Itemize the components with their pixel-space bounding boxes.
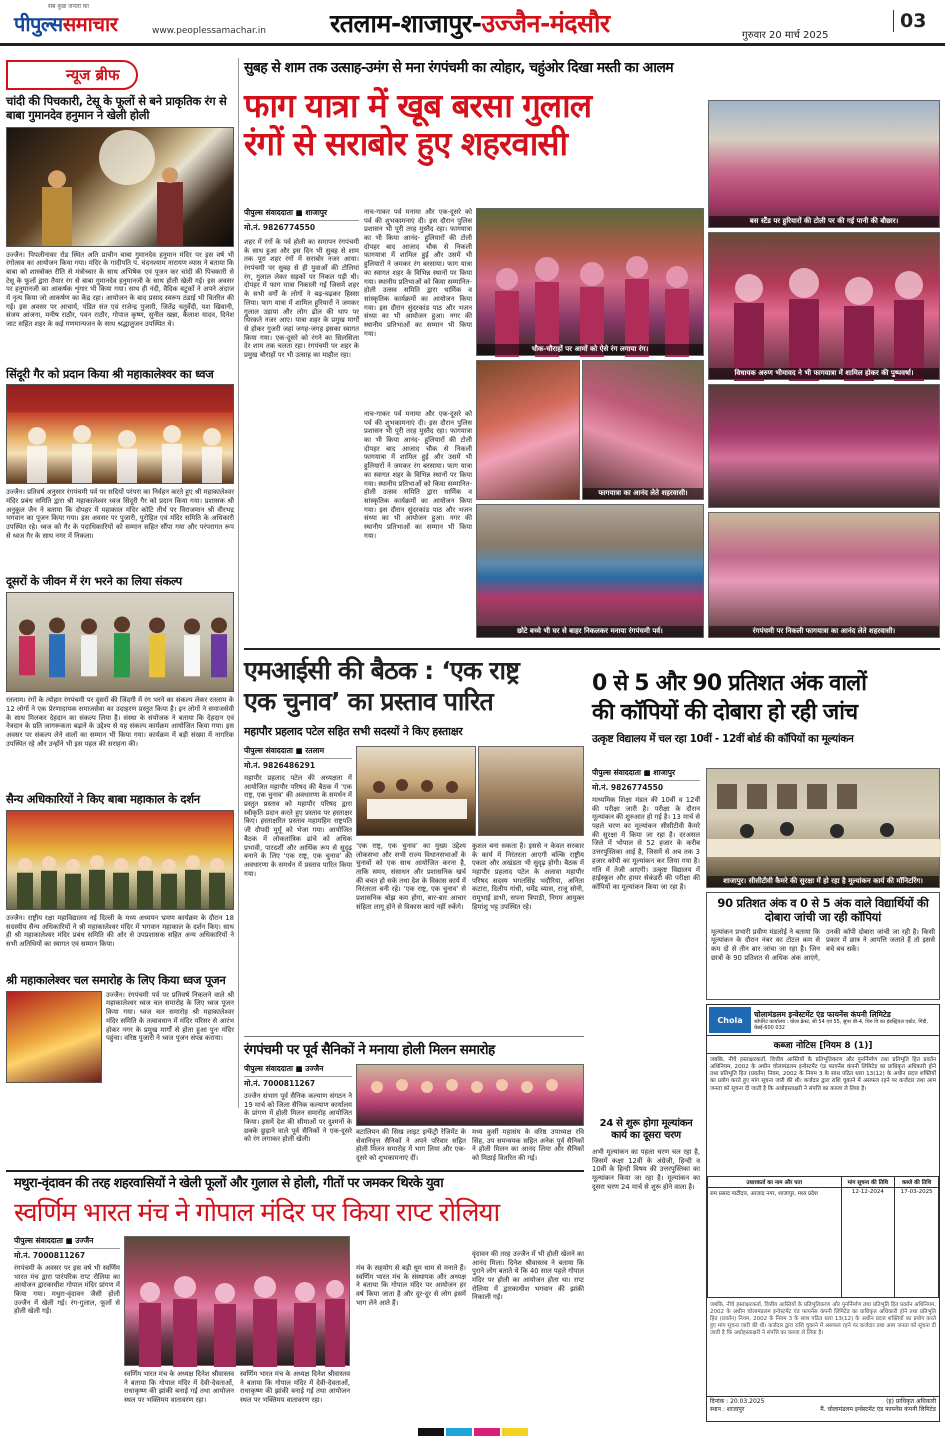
exam-title-line-2[interactable]: की कॉपियों की दोबारा हो रही जांच xyxy=(592,699,858,725)
brand-name-a: पीपुल्स xyxy=(14,12,63,36)
lead-title-line-2[interactable]: रंगों से सराबोर हुए शहरवासी xyxy=(244,123,568,163)
issue-date: गुरुवार 20 मार्च 2025 xyxy=(742,30,829,41)
lead-col-2b: नाच-गाकर पर्व मनाया और एक-दूसरे को पर्व की शुभकामनाएं दी। इस दौरान पुलिस प्रशासन भी पूरी तरह मुस्तैद रहा। फागयात्रा का भी किया आनंद- हुलियारों की टोली दोपहर बाद आजाद चौक से निकली फागयात्रा में शामिल हुई और उसमें भी हुलियारों ने जमकर रंग बरसाया। फाग यात्रा का स्वागत शहर के विभिन्न स्थानों पर किया गया। स्थानीय प्रतिभाओं को किया सम्मानित- होली उत्सव समिति द्वारा धार्मिक व सांस्कृतिक कार्यक्रमों का आयोजन किया गया। इस दौरान सुंदरकांड पाठ और भजन संध्या का भी आयोजन हुआ। नगर की स्थानीय प्रतिभाओं का सम्मान भी किया गया। xyxy=(364,410,472,540)
raptt-col-4: वृंदावन की तरह उज्जैन में भी होली खेलने का आनंद मिला। दिनेश श्रीवास्तव ने बताया कि पुराने लोग बताते थे कि 40 साल पहले गोपाल मंदिर पर होली का आयोजन होता था। राप्ट रोलिया में द्वारकाधीश भगवान की झांकी निकाली गई। xyxy=(472,1250,584,1302)
notice-footer-left xyxy=(710,1397,764,1413)
brief-3-body: रतलाम। रंगों के त्योहार रंगपंचमी पर दूसरों की जिंदगी में रंग भरने का संकल्प लेकर रतलाम के 12 लोगों ने एक प्रेरणादायक समाजसेवा का उदाहरण प्रस्तुत किया है। इन लोगों ने समाजसेवी के साथ मिलकर देहदान का संकल्प लिया है। संस्था के संयोजक ने बताया कि देहदान एवं नेत्रदान के प्रति जागरूकता बढ़ाने के उद्देश्य से यह संकल्प कार्यक्रम आयोजित किया गया। इस अवसर पर संकल्प लेने वालों का सम्मान भी किया गया। कार्यक्रम में बड़ी संख्या में नागरिक उपस्थित रहे और उन्होंने भी इस पहल की सराहना की। xyxy=(6,696,234,748)
brief-3-photo xyxy=(6,592,234,692)
column-divider xyxy=(238,58,239,1108)
mic-col-2: ‘एक राष्ट्र, एक चुनाव’ का मुख्य उद्देश्य लोकसभा और सभी राज्य विधानसभाओं के चुनावों को एक साथ आयोजित करना है, ताकि समय, संसाधन और प्रशासनिक खर्च की बचत हो सके तथा देश के विकास कार्य में निरंतरता बनी रहे। ‘एक राष्ट्र, एक चुनाव’ से प्रशासनिक बोझ कम होगा, बार-बार आचार संहिता लागू होने से विकास कार्य नहीं रुकेंगे। xyxy=(356,842,466,911)
exam-title-line-1[interactable]: 0 से 5 और 90 प्रतिशत अंक वालों xyxy=(592,671,867,696)
notice-body-2: जबकि, नीचे हस्ताक्षरकर्ता, वित्तीय आस्तियों के प्रतिभूतिकरण और पुनर्निर्माण तथा प्रतिभूति हित प्रवर्तन अधिनियम, 2002 के अधीन चोलामंडलम इन्वेस्टमेंट एंड फायनेंस कंपनी लिमिटेड का प्राधिकृत अधिकारी होने तथा प्रतिभूति हित (प्रवर्तन) नियम, 2002 के नियम 3 के साथ पठित धारा 13(12) के अधीन प्रदत्त शक्तियों का प्रयोग करते हुए मांग सूचना जारी की थी। कर्जदार द्वारा राशि चुकाने में असफल रहने पर कर्जदार तथा आम जनता को सूचना दी जाती है कि अधोहस्ताक्षरी ने संपत्ति का कब्जा ले लिया है। xyxy=(710,1302,936,1337)
brief-2-photo xyxy=(6,384,234,484)
sainik-phone: मो.नं. 7000811267 xyxy=(244,1079,316,1088)
lead-photo-mla xyxy=(708,232,940,380)
edition-title xyxy=(330,6,610,40)
exam-col-2: अभी मूल्यांकन का पहला चरण चल रहा है, जिसमें कक्षा 12वीं के अंग्रेजी, हिन्दी व 10वीं के हिन्दी विषय की उत्तरपुस्तिका का मूल्यांकन किया जा रहा है। मूल्यांकन का दूसरा चरण 24 मार्च से शुरू होने वाला है। xyxy=(592,1148,700,1191)
sainik-byline-block xyxy=(244,1064,352,1092)
mic-col-1: महापौर प्रहलाद पटेल की अध्यक्षता में आयोजित महापौर परिषद की बैठक में ‘एक राष्ट्र, एक चुनाव’ की अवधारणा के समर्थन में प्रस्तुत प्रस्ताव को महापौर परिषद द्वारा स्वीकृति प्रदान करते हुए प्रस्ताव पर हस्ताक्षर किए। हस्ताक्षरित प्रस्ताव महामहिम राष्ट्रपति जी दौपदी मुर्मू को भेजा गया। आयोजित बैठक में लोकतांत्रिक ढांचे को अधिक प्रभावी, पारदर्शी और आर्थिक रूप से सुदृढ़ बनाने के लिए ‘एक राष्ट्र, एक चुनाव’ की अवधारणा के समर्थन में प्रस्ताव पारित किया गया। xyxy=(244,774,352,878)
notice-th-demand-date: मांग सूचना की तिथि xyxy=(841,1177,895,1188)
raptt-col-3: मंच के सहयोग से बड़ी धूम धाम से मनाते हैं। स्वर्णिम भारत मंच के संस्थापक और अध्यक्ष ने बताया कि गोपाल मंदिर पर आयोजन हर वर्ष किया जाता है और दूर-दूर से लोग इसमें भाग लेने आते हैं। xyxy=(356,1264,466,1307)
brand-tagline: सब कुछ जनता का xyxy=(48,3,89,10)
lead-photo-fagyatra-c xyxy=(708,512,940,638)
raptt-kicker: मथुरा-वृंदावन की तरह शहरवासियों ने खेली फूलों और गुलाल से होली, गीतों पर जमकर थिरके युवा xyxy=(14,1176,444,1191)
brief-1-body: उज्जैन। पिपलीनाका रोड स्थित अति प्राचीन बाबा गुमानदेव हनुमान मंदिर पर इस वर्ष भी रंगोत्सव का आयोजन किया गया। मंदिर के गादीपति पं. चंदनश्याम नारायण व्यास ने बताया कि बाबा को शास्त्रोक्त रीति से मंत्रोच्चार के साथ अभिषेक एवं पूजन कर चांदी की पिचकारी से टेसू के फूलों द्वारा तैयार रंग से बाबा गुमानदेव हनुमानजी के साथ होली खेली गई। इस अवसर पर हनुमानजी का आकर्षक शृंगार भी किया गया। साथ ही नंदी, वैदिक बटुकों ने अपने अंदाज में नृत्य किया जो आकर्षण का केंद्र रहा। आयोजन के बाद प्रसाद स्वरूप ठंडाई भी वितरित की गई। इस अवसर पर आचार्य, पंडित संत एवं राजेन्द्र पुजारी, जितेंद्र चतुर्वेदी, यश खिवानी, संजय आंजना, मनीष राठौर, पवन राठौर, गोपाल कृष्ण, सुनील खन्ना, कैलाश यादव, दिनेश जाट सहित शहर के कई गणमान्यजन के साथ श्रद्धालुजन उपस्थित थे। xyxy=(6,250,234,329)
exam-photo-caption: शाजापुर। सीसीटीवी कैमरे की सुरक्षा में हो रहा है मूल्यांकन कार्य की मॉनिटरिंग। xyxy=(707,876,939,887)
exam-byline-block xyxy=(592,768,700,796)
mic-subtitle: महापौर प्रहलाद पटेल सहित सभी सदस्यों ने किए हस्ताक्षर xyxy=(244,725,463,738)
brief-2-photo-art xyxy=(7,385,233,483)
notice-possession-date: 17-03-2025 xyxy=(895,1188,939,1298)
notice-company-sign: मैं. चोलामंडलम इन्वेस्टमेंट एंड फायनेंस कंपनी लिमिटेड xyxy=(820,1406,936,1413)
mic-story xyxy=(244,656,584,738)
notice-table xyxy=(707,1176,939,1298)
mic-title-line-1[interactable]: एमआईसी की बैठक : ‘एक राष्ट्र xyxy=(244,656,519,685)
notice-address: कॉर्पोरेट कार्यालय : चोला क्रेस्ट, सी 54 एवं 55, सुपर बी-4, थिरु वि का इंडस्ट्रियल एस्टेट, गिंडी, चेन्नई-600 032 xyxy=(754,1018,929,1031)
lead-photo-crowd-art xyxy=(477,209,705,357)
sainik-col-1: उज्जैन संभाग पूर्व सैनिक कल्याण संगठन ने 19 मार्च को जिला सैनिक कल्याण कार्यालय के प्रांगण में होली मिलन समारोह आयोजित किया। इसमें देश की सीमाओं पर दुश्मनों के छक्के छुड़ाने वाले पूर्व सैनिकों ने एक-दूसरे को रंग लगाकर होली खेली। xyxy=(244,1092,352,1144)
mic-photo-signing xyxy=(478,746,584,836)
exam-photo-cctv xyxy=(706,768,940,888)
exam-box xyxy=(706,892,940,1000)
exam-subtitle: उत्कृष्ट विद्यालय में चल रहा 10वीं - 12वीं बोर्ड की कॉपियों का मूल्यांकन xyxy=(592,733,854,746)
lead-photo-caption-5: छोटे बच्चे भी घर से बाहर निकलकर मनाया रंगपंचमी पर्व। xyxy=(477,626,703,637)
sainik-col-2: बटालियन की सिख लाइट इन्फेंट्री रेजिमेंट के सेवानिवृत्त सैनिकों ने अपने परिवार सहित होली मिलन समारोह में भाग लिया और एक-दूसरे को शुभकामनाएं दीं। xyxy=(356,1128,466,1163)
notice-company: चोलामंडलम इन्वेस्टमेंट एंड फायनेंस कंपनी लिमिटेड xyxy=(754,1009,891,1019)
notice-footer xyxy=(707,1396,939,1413)
raptt-col-1: रंगपंचमी के अवसर पर इस वर्ष भी स्वर्णिम भारत मंच द्वारा पारंपरिक राप्ट रोलिया का आयोजन द्वारकाधीश गोपाल मंदिर प्रांगण में किया गया। मथुरा-वृंदावन जैसी होली उज्जैन में खेली गई। रंग-गुलाल, फूलों से होली खेली गई। xyxy=(14,1264,120,1316)
mic-byline-block xyxy=(244,746,352,774)
reg-yellow xyxy=(502,1428,528,1436)
brief-1-photo xyxy=(6,127,234,247)
lead-story xyxy=(244,60,702,163)
brand-name-b: समाचार xyxy=(62,12,118,36)
lead-title-line-1[interactable]: फाग यात्रा में खूब बरसा गुलाल xyxy=(244,85,592,125)
lead-photo-mla-art xyxy=(709,233,941,381)
mic-photo-meeting-art xyxy=(357,747,477,837)
exam-photo-cctv-art xyxy=(707,769,941,889)
notice-th-borrower: उधारकर्ता का नाम और पता xyxy=(708,1177,842,1188)
table-row xyxy=(708,1188,939,1298)
reg-black xyxy=(418,1428,444,1436)
brief-5-photo xyxy=(6,991,102,1083)
sainik-byline: पीपुल्स संवाददाता ■ उज्जैन xyxy=(244,1064,352,1077)
notice-borrower: राम प्रसाद पाटीदार, आजाद नगर, शाजापुर, मध्य प्रदेश xyxy=(708,1188,842,1298)
brief-3-photo-art xyxy=(7,593,233,691)
exam-box-body: मूल्यांकन प्रभारी प्रवीण मंडलोई ने बताया कि मूल्यांकन के दौरान नंबर का टोटल कम से कम दो से तीन बार जांचा जा रहा है। जिन छात्रों के 90 प्रतिशत से अधिक अंक आएंगे, उनकी कॉपी दोबारा जांची जा रही है। किसी प्रकार में छात्र ने आपत्ति जताते हैं तो इससे बचे बच सकें। xyxy=(711,927,935,962)
notice-date: दिनांक : 20.03.2025 xyxy=(710,1398,765,1405)
brief-4-photo xyxy=(6,810,234,910)
lead-kicker: सुबह से शाम तक उत्साह-उमंग से मना रंगपंचमी का त्योहार, चहुंओर दिखा मस्ती का आलम xyxy=(244,60,674,76)
brief-4-photo-art xyxy=(7,811,233,909)
brand-logo[interactable] xyxy=(14,10,117,37)
lead-photo-caption-3: विधायक अरुण भीमावद ने भी फागयात्रा में शामिल होकर की पुष्पवर्षा। xyxy=(709,368,939,379)
raptt-byline-block xyxy=(14,1236,120,1264)
notice-table-header xyxy=(708,1177,939,1188)
raptt-photo-main-art xyxy=(125,1237,351,1367)
legal-notice xyxy=(706,1004,940,1422)
exam-box-headline: 90 प्रतिशत अंक व 0 से 5 अंक वाले विद्यार्थियों की दोबारा जांची जा रही कॉपियां xyxy=(717,896,929,925)
lead-phone: मो.नं. 9826774550 xyxy=(244,223,316,232)
brief-4-body: उज्जैन। राष्ट्रीय रक्षा महाविद्यालय नई दिल्ली के मध्य अध्ययन भ्रमण कार्यक्रम के दौरान 18 सदस्यीय सैन्य अधिकारियों ने श्री महाकालेश्वर मंदिर में भगवान महाकाल के दर्शन किए। साथ ही श्री महाकालेश्वर मंदिर प्रबंध समिति की ओर से उपप्रशासक सहित अन्य अधिकारियों ने सभी अतिथियों का स्वागत एवं सम्मान किया। xyxy=(6,913,234,949)
sainik-col-3: मध्य कुर्सी महासंघ के वरिष्ठ उपाध्यक्ष रवि सिंह, उप समन्वयक सहित अनेक पूर्व सैनिकों ने होली मिलन का आनंद लिया और सैनिकों को मिठाई वितरित की गई। xyxy=(472,1128,584,1163)
exam-col-1: माध्यमिक शिक्षा मंडल की 10वीं व 12वीं की परीक्षा जारी है। परीक्षा के दौरान मूल्यांकन की शुरुआत हो गई है। 13 मार्च से पहले चरण का मूल्यांकन सीसीटीवी कैमरे की सुरक्षा में किया जा रहा है। दरअसल जिले में भोपाल से 52 हजार के करीब उत्तरपुस्तिका आई है, जिसमें से अब तक 3 हजार कॉपी का मूल्यांकन कर लिया गया है। गति में तेजी आएगी। उत्कृष्ट विद्यालय में हाईस्कूल और हायर सेकंडरी की परीक्षा की कॉपियों का मूल्यांकन किया जा रहा है। xyxy=(592,796,700,891)
exam-story xyxy=(592,670,940,746)
mic-phone: मो.नं. 9826486291 xyxy=(244,761,316,770)
mic-photo-meeting xyxy=(356,746,476,836)
raptt-col-2: स्वर्णिम भारत मंच के अध्यक्ष दिनेश श्रीवास्तव ने बताया कि गोपाल मंदिर में देवी-देवताओं, राधाकृष्ण की झांकी बनाई गई तथा आयोजन स्थल पर भक्तिमय वातावरण रहा। xyxy=(124,1370,234,1405)
lead-byline: पीपुल्स संवाददाता ■ शाजापुर xyxy=(244,208,359,221)
color-registration-strip xyxy=(0,1428,945,1440)
notice-header xyxy=(707,1005,939,1036)
raptt-byline: पीपुल्स संवाददाता ■ उज्जैन xyxy=(14,1236,120,1249)
section-divider-2 xyxy=(244,1036,584,1037)
exam-side-headline: 24 से शुरू होगा मूल्यांकन कार्य का दूसरा चरण xyxy=(599,1118,693,1141)
news-brief-column xyxy=(6,60,234,1108)
sainik-title[interactable]: रंगपंचमी पर पूर्व सैनिकों ने मनाया होली मिलन समारोह xyxy=(244,1042,495,1058)
lead-col-2a: नाच-गाकर पर्व मनाया और एक-दूसरे को पर्व की शुभकामनाएं दी। इस दौरान पुलिस प्रशासन भी पूरी तरह मुस्तैद रहा। फागयात्रा का भी किया आनंद- हुलियारों की टोली दोपहर बाद आजाद चौक से निकली फागयात्रा में शामिल हुई और उसमें भी हुलियारों ने जमकर रंग बरसाया। फाग यात्रा का स्वागत शहर के विभिन्न स्थानों पर किया गया। स्थानीय प्रतिभाओं को किया सम्मानित- होली उत्सव समिति द्वारा धार्मिक व सांस्कृतिक कार्यक्रमों का आयोजन किया गया। इस दौरान सुंदरकांड पाठ और भजन संध्या का भी आयोजन हुआ। नगर की स्थानीय प्रतिभाओं का सम्मान भी किया गया। xyxy=(364,208,472,338)
lead-photo-caption-4: फागयात्रा का आनंद लेते शहरवासी। xyxy=(583,488,703,499)
notice-footer-right xyxy=(820,1397,936,1413)
exam-byline: पीपुल्स संवाददाता ■ शाजापुर xyxy=(592,768,700,781)
mic-title-line-2[interactable]: एक चुनाव’ का प्रस्ताव पारित xyxy=(244,686,493,716)
raptt-title[interactable]: स्वर्णिम भारत मंच ने गोपाल मंदिर पर किया राप्ट रोलिया xyxy=(14,1198,500,1228)
brief-1-headline[interactable]: चांदी की पिचकारी, टेसू के फूलों से बने प्राकृतिक रंग से बाबा गुमानदेव हनुमान ने खेली होली xyxy=(6,94,227,122)
raptt-photo-main xyxy=(124,1236,350,1366)
notice-place: स्थान : शाजापुर xyxy=(710,1406,745,1413)
sainik-photo-art xyxy=(357,1065,585,1127)
lead-photo-fagyatra-a xyxy=(476,360,580,500)
sainik-photo xyxy=(356,1064,584,1126)
raptt-col-2b: स्वर्णिम भारत मंच के अध्यक्ष दिनेश श्रीवास्तव ने बताया कि गोपाल मंदिर में देवी-देवताओं, राधाकृष्ण की झांकी बनाई गई तथा आयोजन स्थल पर भक्तिमय वातावरण रहा। xyxy=(240,1370,350,1405)
brief-3-headline[interactable]: दूसरों के जीवन में रंग भरने का लिया संकल्प xyxy=(6,574,182,589)
notice-title: कब्जा नोटिस [नियम 8 (1)] xyxy=(707,1036,939,1054)
masthead xyxy=(0,0,945,46)
notice-body: जबकि, नीचे हस्ताक्षरकर्ता, वित्तीय आस्तियों के प्रतिभूतिकरण और पुनर्निर्माण तथा प्रतिभूति हित प्रवर्तन अधिनियम, 2002 के अधीन चोलामंडलम इन्वेस्टमेंट एंड फायनेंस कंपनी लिमिटेड का प्राधिकृत अधिकारी होने तथा प्रतिभूति हित (प्रवर्तन) नियम, 2002 के नियम 3 के साथ पठित धारा 13(12) के अधीन प्रदत्त शक्तियों का प्रयोग करते हुए मांग सूचना जारी की थी। कर्जदार द्वारा राशि चुकाने में असफल रहने पर कर्जदार तथा आम जनता को सूचना दी जाती है कि अधोहस्ताक्षरी ने संपत्ति का कब्जा ले लिया है। xyxy=(710,1057,936,1092)
brief-4-headline[interactable]: सैन्य अधिकारियों ने किए बाबा महाकाल के दर्शन xyxy=(6,792,200,807)
lead-photo-crowd-square xyxy=(476,208,704,356)
lead-photo-dance xyxy=(708,384,940,508)
brief-5-row xyxy=(6,991,234,1083)
lead-photo-caption-1: बस स्टैंड पर हुरियारों की टोली पर की गई पानी की बौछार। xyxy=(709,216,939,227)
notice-th-possession-date: कब्जे की तिथि xyxy=(895,1177,939,1188)
brief-2-body: उज्जैन। प्रतिवर्ष अनुसार रंगपंचमी पर्व पर सदियों परंपरा का निर्वहन करते हुए श्री महाकालेश्वर मंदिर प्रबंध समिति द्वारा श्री महाकालेश्वर ध्वज सिंदूरी गैर को प्रदान किया गया। प्रशासक श्री अनुकूल जैन ने बताया कि दोपहर में महाकाल मंदिर कोटि तीर्थ पर विराजमान श्री वीरभद्र भगवान का पूजन किया गया। इस अवसर पर पुजारी, पुरोहित एवं मंदिर समिति के अधिकारी उपस्थित रहे। ध्वज को गैर के पदाधिकारियों को सम्मान सहित सौंपा गया और परंपरागत रूप से ध्वज गैर के साथ नगर में निकला। xyxy=(6,488,234,540)
mic-col-3: कुशल बना सकता है। इससे न केवल सरकार के कार्य में निरंतरता आएगी बल्कि राष्ट्रीय एकता और अखंडता भी सुदृढ़ होगी। बैठक में महापौर प्रहलाद पटेल के अलावा महापौर परिषद सदस्य भगतसिंह भदौरिया, अनिता कटारा, दिलीप गांधी, धर्मेंद्र व्यास, राजू सोनी, रामूभाई डाभी, सपना त्रिपाठी, निगम आयुक्त हिमांशु भट्ट उपस्थित रहे। xyxy=(472,842,584,911)
mic-byline: पीपुल्स संवाददाता ■ रतलाम xyxy=(244,746,352,759)
notice-signatory: (ह) प्राधिकृत अधिकारी xyxy=(886,1398,936,1405)
chola-logo: Chola xyxy=(709,1007,751,1033)
brief-1-photo-art xyxy=(7,128,233,246)
news-brief-badge: न्यूज ब्रीफ xyxy=(6,60,138,90)
lead-photo-fagyatra-b xyxy=(582,360,704,500)
edition-title-b: उज्जैन-मंदसौर xyxy=(481,9,610,38)
reg-magenta xyxy=(474,1428,500,1436)
brief-5-body: उज्जैन। रंगपंचमी पर्व पर प्रतिवर्ष निकलने वाले श्री महाकालेश्वर ध्वज चल समारोह के लिए ध्वज पूजन किया गया। ध्वज चल समारोह श्री महाकालेश्वर मंदिर समिति के तत्वावधान में मंदिर परिसर से आरंभ होकर नगर के प्रमुख मार्गों से होता हुआ पुनः मंदिर पहुंचा। वरिष्ठ पुजारी ने ध्वज पूजन संपन्न कराया। xyxy=(106,990,234,1043)
section-divider-1 xyxy=(244,648,940,650)
page-number: 03 xyxy=(893,10,926,32)
lead-byline-block xyxy=(244,208,359,236)
brief-5-headline[interactable]: श्री महाकालेश्वर चल समारोह के लिए किया ध्वज पूजन xyxy=(6,972,226,987)
section-divider-3 xyxy=(6,1170,584,1172)
notice-demand-date: 12-12-2024 xyxy=(841,1188,895,1298)
lead-photo-bus-stand xyxy=(708,100,940,228)
exam-phone: मो.नं. 9826774550 xyxy=(592,783,664,792)
reg-cyan xyxy=(446,1428,472,1436)
lead-photo-caption-2: चौक-चौराहों पर आमों को ऐसे रंग लगाया रंग। xyxy=(477,344,703,355)
site-url[interactable]: www.peoplessamachar.in xyxy=(152,26,266,36)
brief-2-headline[interactable]: सिंदूरी गैर को प्रदान किया श्री महाकालेश्वर का ध्वज xyxy=(6,366,214,381)
lead-photo-children xyxy=(476,504,704,638)
notice-company-block xyxy=(751,1010,937,1031)
lead-photo-caption-6: रंगपंचमी पर निकली फागयात्रा का आनंद लेते शहरवासी। xyxy=(709,626,939,637)
lead-col-1: शहर में रंगों के पर्व होली का समापन रंगपंचमी के साथ हुआ और इस दिन भी सुबह से शाम तक पूरा शहर रंगों में सराबोर नजर आया। रंगपंचमी पर सुबह से ही युवाओं की टोलियां रंग, गुलाल लेकर सड़कों पर निकल पड़ी थी। दोपहर में फाग यात्रा निकाली गई जिसमें शहर के सभी वर्गों के लोगों ने बढ़-चढ़कर हिस्सा लिया। फाग यात्रा में शामिल हुरियारों ने जमकर गुलाल उड़ाया और लोग ढोल की थाप पर थिरकते नजर आए। यात्रा शहर के प्रमुख मार्गों से होकर गुजरी जहां जगह-जगह इसका स्वागत किया गया। एक-दूसरे को रंगने का सिलसिला देर शाम तक चलता रहा। रंगपंचमी पर शहर के प्रमुख चौराहों पर भी उत्साह का माहौल रहा। xyxy=(244,238,359,359)
edition-title-a: रतलाम-शाजापुर- xyxy=(330,9,482,38)
raptt-phone: मो.नं. 7000811267 xyxy=(14,1251,86,1260)
